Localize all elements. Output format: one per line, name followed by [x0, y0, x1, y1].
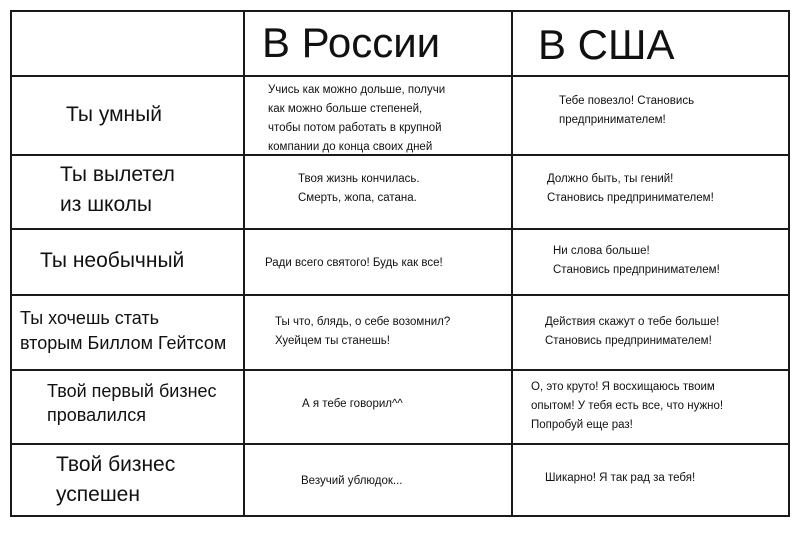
row-4-situation-line: Ты хочешь стать	[20, 308, 160, 328]
table-border-top	[10, 10, 790, 12]
row-2-usa-line: Становись предпринимателем!	[547, 192, 714, 204]
header-russia: В России	[262, 19, 441, 66]
row-5-russia-line: А я тебе говорил^^	[302, 398, 403, 410]
row-2-situation-line: из школы	[60, 193, 153, 216]
row-3-usa-line: Ни слова больше!	[553, 245, 650, 257]
row-4-situation-line: вторым Биллом Гейтсом	[20, 333, 227, 353]
row-6-russia-line: Везучий ублюдок...	[301, 475, 403, 487]
row-6-usa	[545, 469, 695, 488]
row-2-russia-line: Твоя жизнь кончилась.	[298, 173, 420, 185]
row-5-russia	[302, 395, 403, 414]
row-3-situation-line: Ты необычный	[40, 249, 185, 272]
row-1-situation-line: Ты умный	[66, 103, 162, 126]
row-1-usa-line: Тебе повезло! Становись	[559, 95, 695, 107]
row-5-situation	[47, 379, 217, 427]
row-2-russia	[298, 170, 420, 208]
row-4-situation	[20, 306, 226, 356]
table-border-right	[788, 10, 790, 517]
row-1-usa	[559, 92, 694, 130]
column-divider	[243, 10, 245, 517]
row-1-russia-line: Учись как можно дольше, получи	[268, 84, 446, 96]
row-divider	[10, 294, 790, 296]
row-1-russia-line: компании до конца своих дней	[268, 141, 433, 153]
row-4-russia	[275, 313, 450, 351]
row-4-russia-line: Ты что, блядь, о себе возомнил?	[275, 316, 451, 328]
row-5-usa-line: Попробуй еще раз!	[531, 419, 633, 431]
row-5-usa	[531, 378, 723, 435]
row-1-russia-line: чтобы потом работать в крупной	[268, 122, 442, 134]
row-divider	[10, 443, 790, 445]
row-3-usa-line: Становись предпринимателем!	[553, 264, 720, 276]
row-3-usa	[553, 242, 720, 280]
row-1-usa-line: предпринимателем!	[559, 114, 666, 126]
row-4-usa	[545, 313, 719, 351]
row-2-russia-line: Смерть, жопа, сатана.	[298, 192, 417, 204]
row-1-russia-line: как можно больше степеней,	[268, 103, 423, 115]
row-5-usa-line: опытом! У тебя есть все, что нужно!	[531, 400, 724, 412]
row-2-usa-line: Должно быть, ты гений!	[547, 173, 674, 185]
row-3-russia	[265, 254, 443, 273]
row-6-russia	[301, 472, 403, 491]
row-4-usa-line: Становись предпринимателем!	[545, 335, 712, 347]
row-1-russia	[268, 81, 445, 157]
row-6-situation	[56, 450, 175, 510]
table-border-left	[10, 10, 12, 517]
row-2-usa	[547, 170, 714, 208]
row-6-usa-line: Шикарно! Я так рад за тебя!	[545, 472, 696, 484]
row-1-situation	[66, 100, 162, 130]
row-3-situation	[40, 246, 184, 276]
row-3-russia-line: Ради всего святого! Будь как все!	[265, 257, 443, 269]
row-6-situation-line: успешен	[56, 483, 140, 506]
row-5-usa-line: О, это круто! Я восхищаюсь твоим	[531, 381, 715, 393]
row-2-situation	[60, 160, 175, 220]
header-usa: В США	[538, 21, 675, 68]
row-divider	[10, 228, 790, 230]
row-5-situation-line: провалился	[47, 405, 146, 425]
row-2-situation-line: Ты вылетел	[60, 163, 175, 186]
row-4-russia-line: Хуейцем ты станешь!	[275, 335, 390, 347]
row-4-usa-line: Действия скажут о тебе больше!	[545, 316, 720, 328]
row-divider	[10, 75, 790, 77]
row-divider	[10, 369, 790, 371]
row-5-situation-line: Твой первый бизнес	[47, 381, 217, 401]
table-border-bottom	[10, 515, 790, 517]
column-divider	[511, 10, 513, 517]
row-6-situation-line: Твой бизнес	[56, 453, 176, 476]
